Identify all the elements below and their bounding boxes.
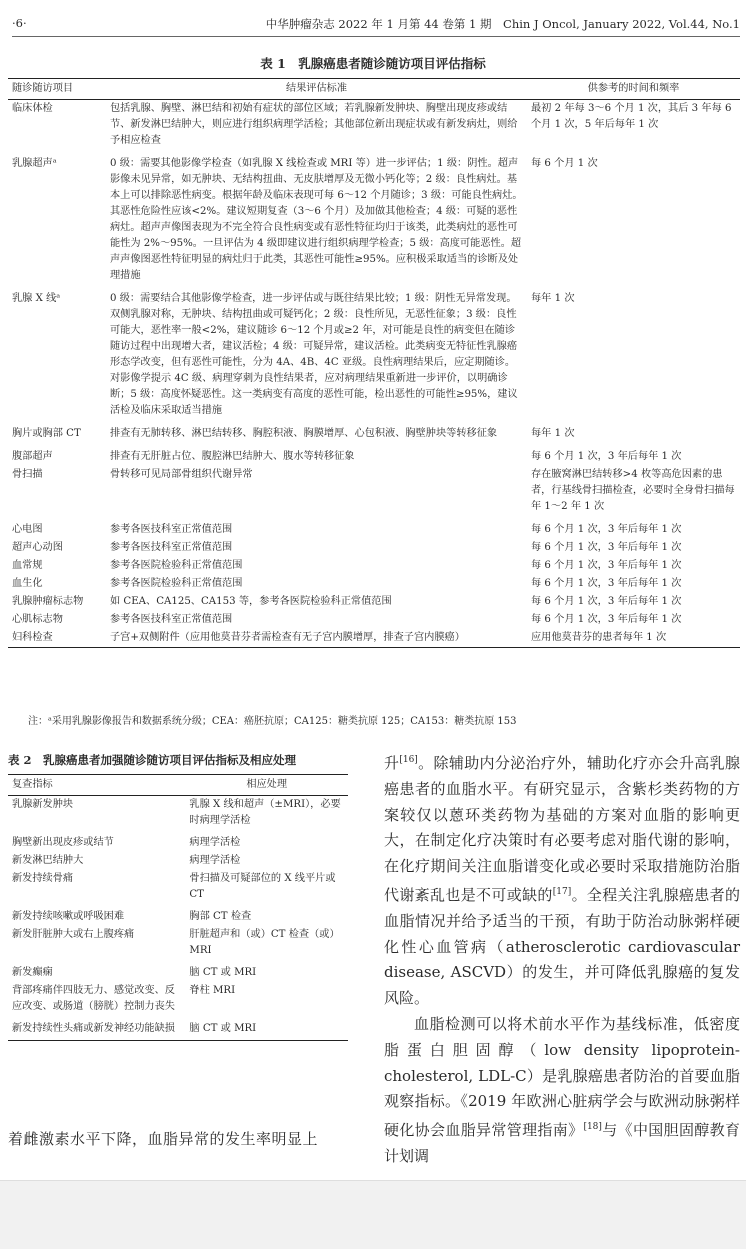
table-cell: 病理学活检 <box>189 855 241 866</box>
table-row <box>8 629 740 648</box>
table2 <box>8 774 348 1041</box>
table-row <box>8 100 740 151</box>
table-cell: 新发癫痫 <box>12 967 53 978</box>
table-cell: 胸片或胸部 CT <box>12 428 81 439</box>
table-cell: 每 6 个月 1 次，3 年后每年 1 次 <box>531 596 682 607</box>
table-cell: 新发持续骨痛 <box>12 873 74 884</box>
table-cell: 参考各医技科室正常值范围 <box>110 524 233 535</box>
table-cell: 参考各医技科室正常值范围 <box>110 542 233 553</box>
table2-title: 表 2 乳腺癌患者加强随诊随访项目评估指标及相应处理 <box>8 753 297 767</box>
table-cell: 胸壁新出现皮疹或结节 <box>12 837 114 848</box>
table-cell: 每 6 个月 1 次 <box>531 158 598 169</box>
table-row <box>8 852 348 870</box>
table-row <box>8 539 740 557</box>
table1-title: 表 1 乳腺癌患者随诊随访项目评估指标 <box>260 56 486 71</box>
table-cell: 每 6 个月 1 次，3 年后每年 1 次 <box>531 451 682 462</box>
table-cell: 心肌标志物 <box>12 614 63 625</box>
table-row <box>8 443 740 466</box>
table-cell: 血生化 <box>12 578 43 589</box>
table1-footnote: 注：ᵃ采用乳腺影像报告和数据系统分级；CEA：癌胚抗原；CA125：糖类抗原 125；CA153：糖类抗原 153 <box>28 716 517 727</box>
table-cell: 参考各医技科室正常值范围 <box>110 614 233 625</box>
table-cell: 血常规 <box>12 560 43 571</box>
table-cell: 脑 CT 或 MRI <box>185 1016 348 1041</box>
table-row <box>8 575 740 593</box>
table-cell: 心电图 <box>12 524 43 535</box>
table-row <box>8 870 348 904</box>
table-row <box>8 960 348 982</box>
table-row <box>8 516 740 539</box>
paragraph <box>384 748 740 1012</box>
table-cell: 子宫+双侧附件（应用他莫昔芬者需检查有无子宫内膜增厚，排查子宫内膜癌） <box>106 629 527 648</box>
table-cell: 骨扫描及可疑部位的 X 线平片或 CT <box>189 873 336 900</box>
citation-ref: [18] <box>583 1122 602 1133</box>
table-cell: 新发淋巴结肿大 <box>12 855 84 866</box>
citation-ref: [16] <box>399 755 418 765</box>
table-cell: 每 6 个月 1 次，3 年后每年 1 次 <box>531 614 682 625</box>
table-row <box>8 830 348 852</box>
table-row <box>8 611 740 629</box>
table-cell: 超声心动图 <box>12 542 63 553</box>
text-run: 。全程关注乳腺癌患者的血脂情况并给予适当的干预，有助于防治动脉粥样硬化性心血管病（atherosclerotic cardiovascular disease, ASCVD）的发生，并可降低乳腺癌的复发风险。 <box>384 885 740 1008</box>
text-run: 血脂检测可以将术前水平作为基线标准，低密度脂蛋白胆固醇（low density lipoprotein-cholesterol, LDL-C）是乳腺癌患者防治的首要血脂观察指标。《2019 年欧洲心脏病学会与欧洲动脉粥样硬化协会血脂异常管理指南》 <box>384 1014 740 1140</box>
table-row <box>8 420 740 443</box>
text-run: 。除辅助内分泌治疗外，辅助化疗亦会升高乳腺癌患者的血脂水平。有研究显示，含紫杉类药物的方案较仅以蒽环类药物为基础的方案对血脂的影响更大，在制定化疗决策时有必要考虑对脂代谢的影响，在化疗期间关注血脂谱变化或必要时采取措施防治脂代谢紊乱也是不可或缺的 <box>384 754 740 904</box>
table-cell: 胸部 CT 检查 <box>189 911 252 922</box>
viewer-bottom-area <box>0 1180 746 1249</box>
table-cell: 乳腺肿瘤标志物 <box>12 596 84 607</box>
table-row <box>8 904 348 926</box>
table1-header-row <box>8 79 740 100</box>
table-cell: 乳腺超声ᵃ <box>12 158 57 169</box>
table2-header: 复查指标 <box>8 775 185 796</box>
table-cell: 0 级：需要其他影像学检查（如乳腺 X 线检查或 MRI 等）进一步评估；1 级：阴性。超声影像未见异常，如无肿块、无结构扭曲、无皮肤增厚及无微小钙化等；2 级：良性病灶。基本上可以排除恶性病变。根据年龄及临床表现可每 6～12 个月随诊；3 级：可能良性病灶。其恶性危险性应该<2%。建议短期复查（3～6 个月）及加做其他检查；4 级：可疑的恶性病灶。超声声像图表现为不完全符合良性病变或有恶性特征均归于该类，此类病灶的恶性可能性为 2%～95%。一旦评估为 4 级即建议进行组织病理学检查；5 级：高度可能恶性。超声声像图恶性特征明显的病灶归于此类，其恶性可能性≥95%。应积极采取适当的诊断及处理措施 <box>110 158 523 281</box>
table-cell: 每 6 个月 1 次，3 年后每年 1 次 <box>531 542 682 553</box>
table-row <box>8 1016 348 1041</box>
citation-ref: [17] <box>552 886 572 897</box>
table-cell: 参考各医院检验科正常值范围 <box>110 560 243 571</box>
table-cell: 排查有无肺转移、淋巴结转移、胸腔积液、胸膜增厚、心包积液、胸壁肿块等转移征象 <box>110 428 498 439</box>
table-cell: 乳腺 X 线和超声（±MRI），必要时病理学活检 <box>189 799 341 826</box>
table-cell: 应用他莫昔芬的患者每年 1 次 <box>527 629 740 648</box>
table-cell: 包括乳腺、胸壁、淋巴结和初始有症状的部位区域；若乳腺新发肿块、胸壁出现皮疹或结节、新发淋巴结肿大，则应进行组织病理学活检；其他部位新出现症状或有新发病灶，则给予相应检查 <box>110 103 518 146</box>
table-cell: 每 6 个月 1 次，3 年后每年 1 次 <box>531 578 682 589</box>
table-cell: 新发持续性头痛或新发神经功能缺损 <box>8 1016 185 1041</box>
table-cell: 如 CEA、CA125、CA153 等，参考各医院检验科正常值范围 <box>110 596 392 607</box>
table-cell: 妇科检查 <box>8 629 106 648</box>
page-header <box>12 14 740 37</box>
table-cell: 肝脏超声和（或）CT 检查（或）MRI <box>189 929 340 956</box>
table2-header-row <box>8 775 348 796</box>
journal-citation: 中华肿瘤杂志 2022 年 1 月第 44 卷第 1 期 Chin J Oncol, January 2022, Vol.44, No.1 <box>265 17 740 31</box>
table-cell: 排查有无肝脏占位、腹腔淋巴结肿大、腹水等转移征象 <box>110 451 355 462</box>
table-cell: 每年 1 次 <box>531 428 575 439</box>
table-row <box>8 557 740 575</box>
table2-header: 相应处理 <box>185 775 348 796</box>
table-cell: 新发持续咳嗽或呼吸困难 <box>12 911 125 922</box>
table-cell: 骨扫描 <box>12 469 43 480</box>
table1-header: 随诊随访项目 <box>8 79 106 100</box>
table1 <box>8 78 740 648</box>
table-row <box>8 982 348 1016</box>
page-number: ·6· <box>12 16 27 30</box>
table-cell: 乳腺 X 线ᵃ <box>12 293 61 304</box>
table-cell: 0 级：需要结合其他影像学检查，进一步评估或与既往结果比较；1 级：阴性无异常发现。双侧乳腺对称，无肿块、结构扭曲或可疑钙化；2 级：良性所见，无恶性征象；3 级：良性可能大，恶性率一般<2%，建议随诊 6～12 个月或≥2 年，对可能是良性的病变但在随诊随访过程中出现增大者，建议活检；4 级：可疑异常，建议活检。此类病变无特征性乳腺癌形态学改变，但有恶性可能性，分为 4A、4B、4C 亚级。良性病理结果后，应定期随诊。对影像学提示 4C 级、病理穿刺为良性结果者，应对病理结果重新进一步评价，以明确诊断；5 级：高度怀疑恶性。这一类病变有高度的恶性可能，检出恶性的可能性≥95%，建议活检及临床采取适当措施 <box>110 293 518 416</box>
table-row <box>8 926 348 960</box>
table-cell: 乳腺新发肿块 <box>12 799 74 810</box>
table-cell: 最初 2 年每 3～6 个月 1 次，其后 3 年每 6 个月 1 次，5 年后每年 1 次 <box>531 103 732 130</box>
table-cell: 参考各医院检验科正常值范围 <box>110 578 243 589</box>
text-run: 升 <box>384 754 400 772</box>
table-cell: 背部疼痛伴四肢无力、感觉改变、反应改变、或肠道（膀胱）控制力丧失 <box>12 985 175 1012</box>
paragraph <box>384 1012 740 1170</box>
table-cell: 每年 1 次 <box>531 293 575 304</box>
table-cell: 新发肝脏肿大或右上腹疼痛 <box>12 929 135 940</box>
table-cell: 临床体检 <box>12 103 53 114</box>
table-cell: 骨转移可见局部骨组织代谢异常 <box>110 469 253 480</box>
table-cell: 病理学活检 <box>189 837 241 848</box>
table-row <box>8 466 740 516</box>
table-cell: 脊柱 MRI <box>189 985 236 996</box>
table-row <box>8 285 740 420</box>
table-row <box>8 593 740 611</box>
table-cell: 每 6 个月 1 次，3 年后每年 1 次 <box>531 560 682 571</box>
table-row <box>8 150 740 285</box>
table1-header: 结果评估标准 <box>106 79 527 100</box>
table-cell: 存在腋窝淋巴结转移>4 枚等高危因素的患者，行基线骨扫描检查，必要时全身骨扫描每年 1～2 年 1 次 <box>531 469 735 512</box>
left-column-text: 着雌激素水平下降，血脂异常的发生率明显上 <box>8 1130 319 1148</box>
table-cell: 脑 CT 或 MRI <box>189 967 257 978</box>
table-cell: 腹部超声 <box>12 451 53 462</box>
text-run: 与《中国胆固醇教育计划调 <box>384 1121 740 1165</box>
table-row <box>8 796 348 831</box>
right-column-text <box>384 748 740 1170</box>
table1-header: 供参考的时间和频率 <box>527 79 740 100</box>
table-cell: 每 6 个月 1 次，3 年后每年 1 次 <box>531 524 682 535</box>
